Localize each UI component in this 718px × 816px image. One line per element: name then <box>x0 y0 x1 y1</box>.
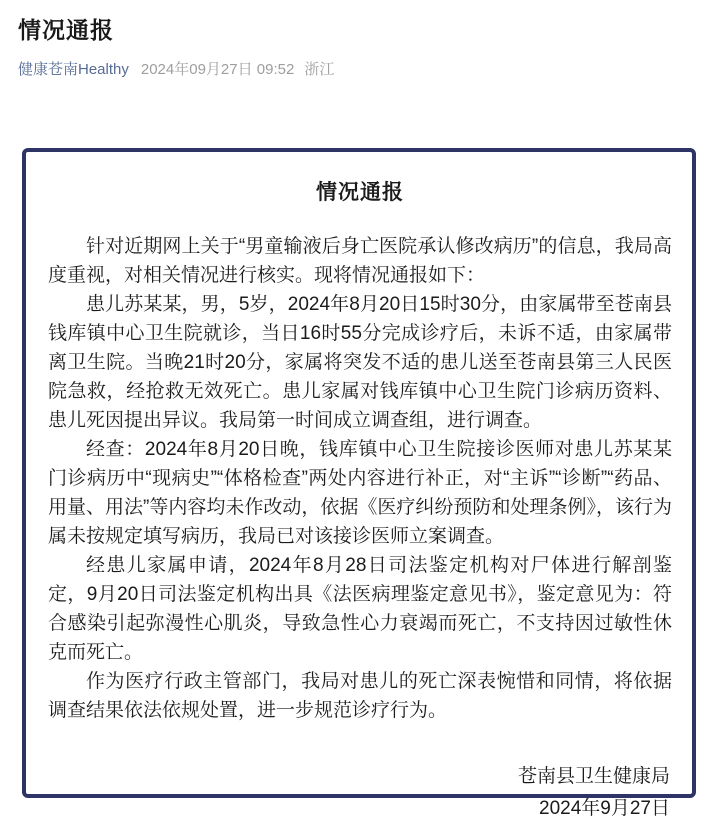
signature-org: 苍南县卫生健康局 <box>517 766 670 787</box>
publish-location: 浙江 <box>304 61 335 78</box>
account-name-link[interactable]: 健康苍南Healthy <box>18 61 129 78</box>
notice-box <box>22 148 696 816</box>
signature-date: 2024年9月27日 <box>539 798 670 816</box>
notice-paragraph: 患儿苏某某，男，5岁，2024年8月20日15时30分，由家属带至苍南县钱库镇中心卫生院就诊，当日16时55分完成诊疗后，未诉不适，由家属带离卫生院。当晚21时20分，家属将突发不适的患儿送至苍南县第三人民医院急救，经抢救无效死亡。患儿家属对钱库镇中心卫生院门诊病历资料、患儿死因提出异议。我局第一时间成立调查组，进行调查。 <box>48 294 672 431</box>
notice-paragraph: 经患儿家属申请，2024年8月28日司法鉴定机构对尸体进行解剖鉴定，9月20日司法鉴定机构出具《法医病理鉴定意见书》，鉴定意见为：符合感染引起弥漫性心肌炎，导致急性心力衰竭而死亡，不支持因过敏性休克而死亡。 <box>48 555 672 663</box>
notice-paragraph: 针对近期网上关于“男童输液后身亡医院承认修改病历”的信息，我局高度重视，对相关情况进行核实。现将情况通报如下： <box>48 236 672 286</box>
notice-title: 情况通报 <box>316 181 404 204</box>
article-meta <box>18 59 700 80</box>
page-title: 情况通报 <box>18 17 114 43</box>
notice-paragraph: 作为医疗行政主管部门，我局对患儿的死亡深表惋惜和同情，将依据调查结果依法依规处置，进一步规范诊疗行为。 <box>48 671 672 721</box>
notice-signature-block <box>48 761 672 816</box>
publish-datetime: 2024年09月27日 09:52 <box>140 61 295 78</box>
article-header <box>0 0 718 80</box>
notice-body <box>48 232 672 725</box>
notice-paragraph: 经查：2024年8月20日晚，钱库镇中心卫生院接诊医师对患儿苏某某门诊病历中“现病史”“体格检查”两处内容进行补正，对“主诉”“诊断”“药品、用量、用法”等内容均未作改动，依据《医疗纠纷预防和处理条例》，该行为属未按规定填写病历，我局已对该接诊医师立案调查。 <box>48 439 672 547</box>
